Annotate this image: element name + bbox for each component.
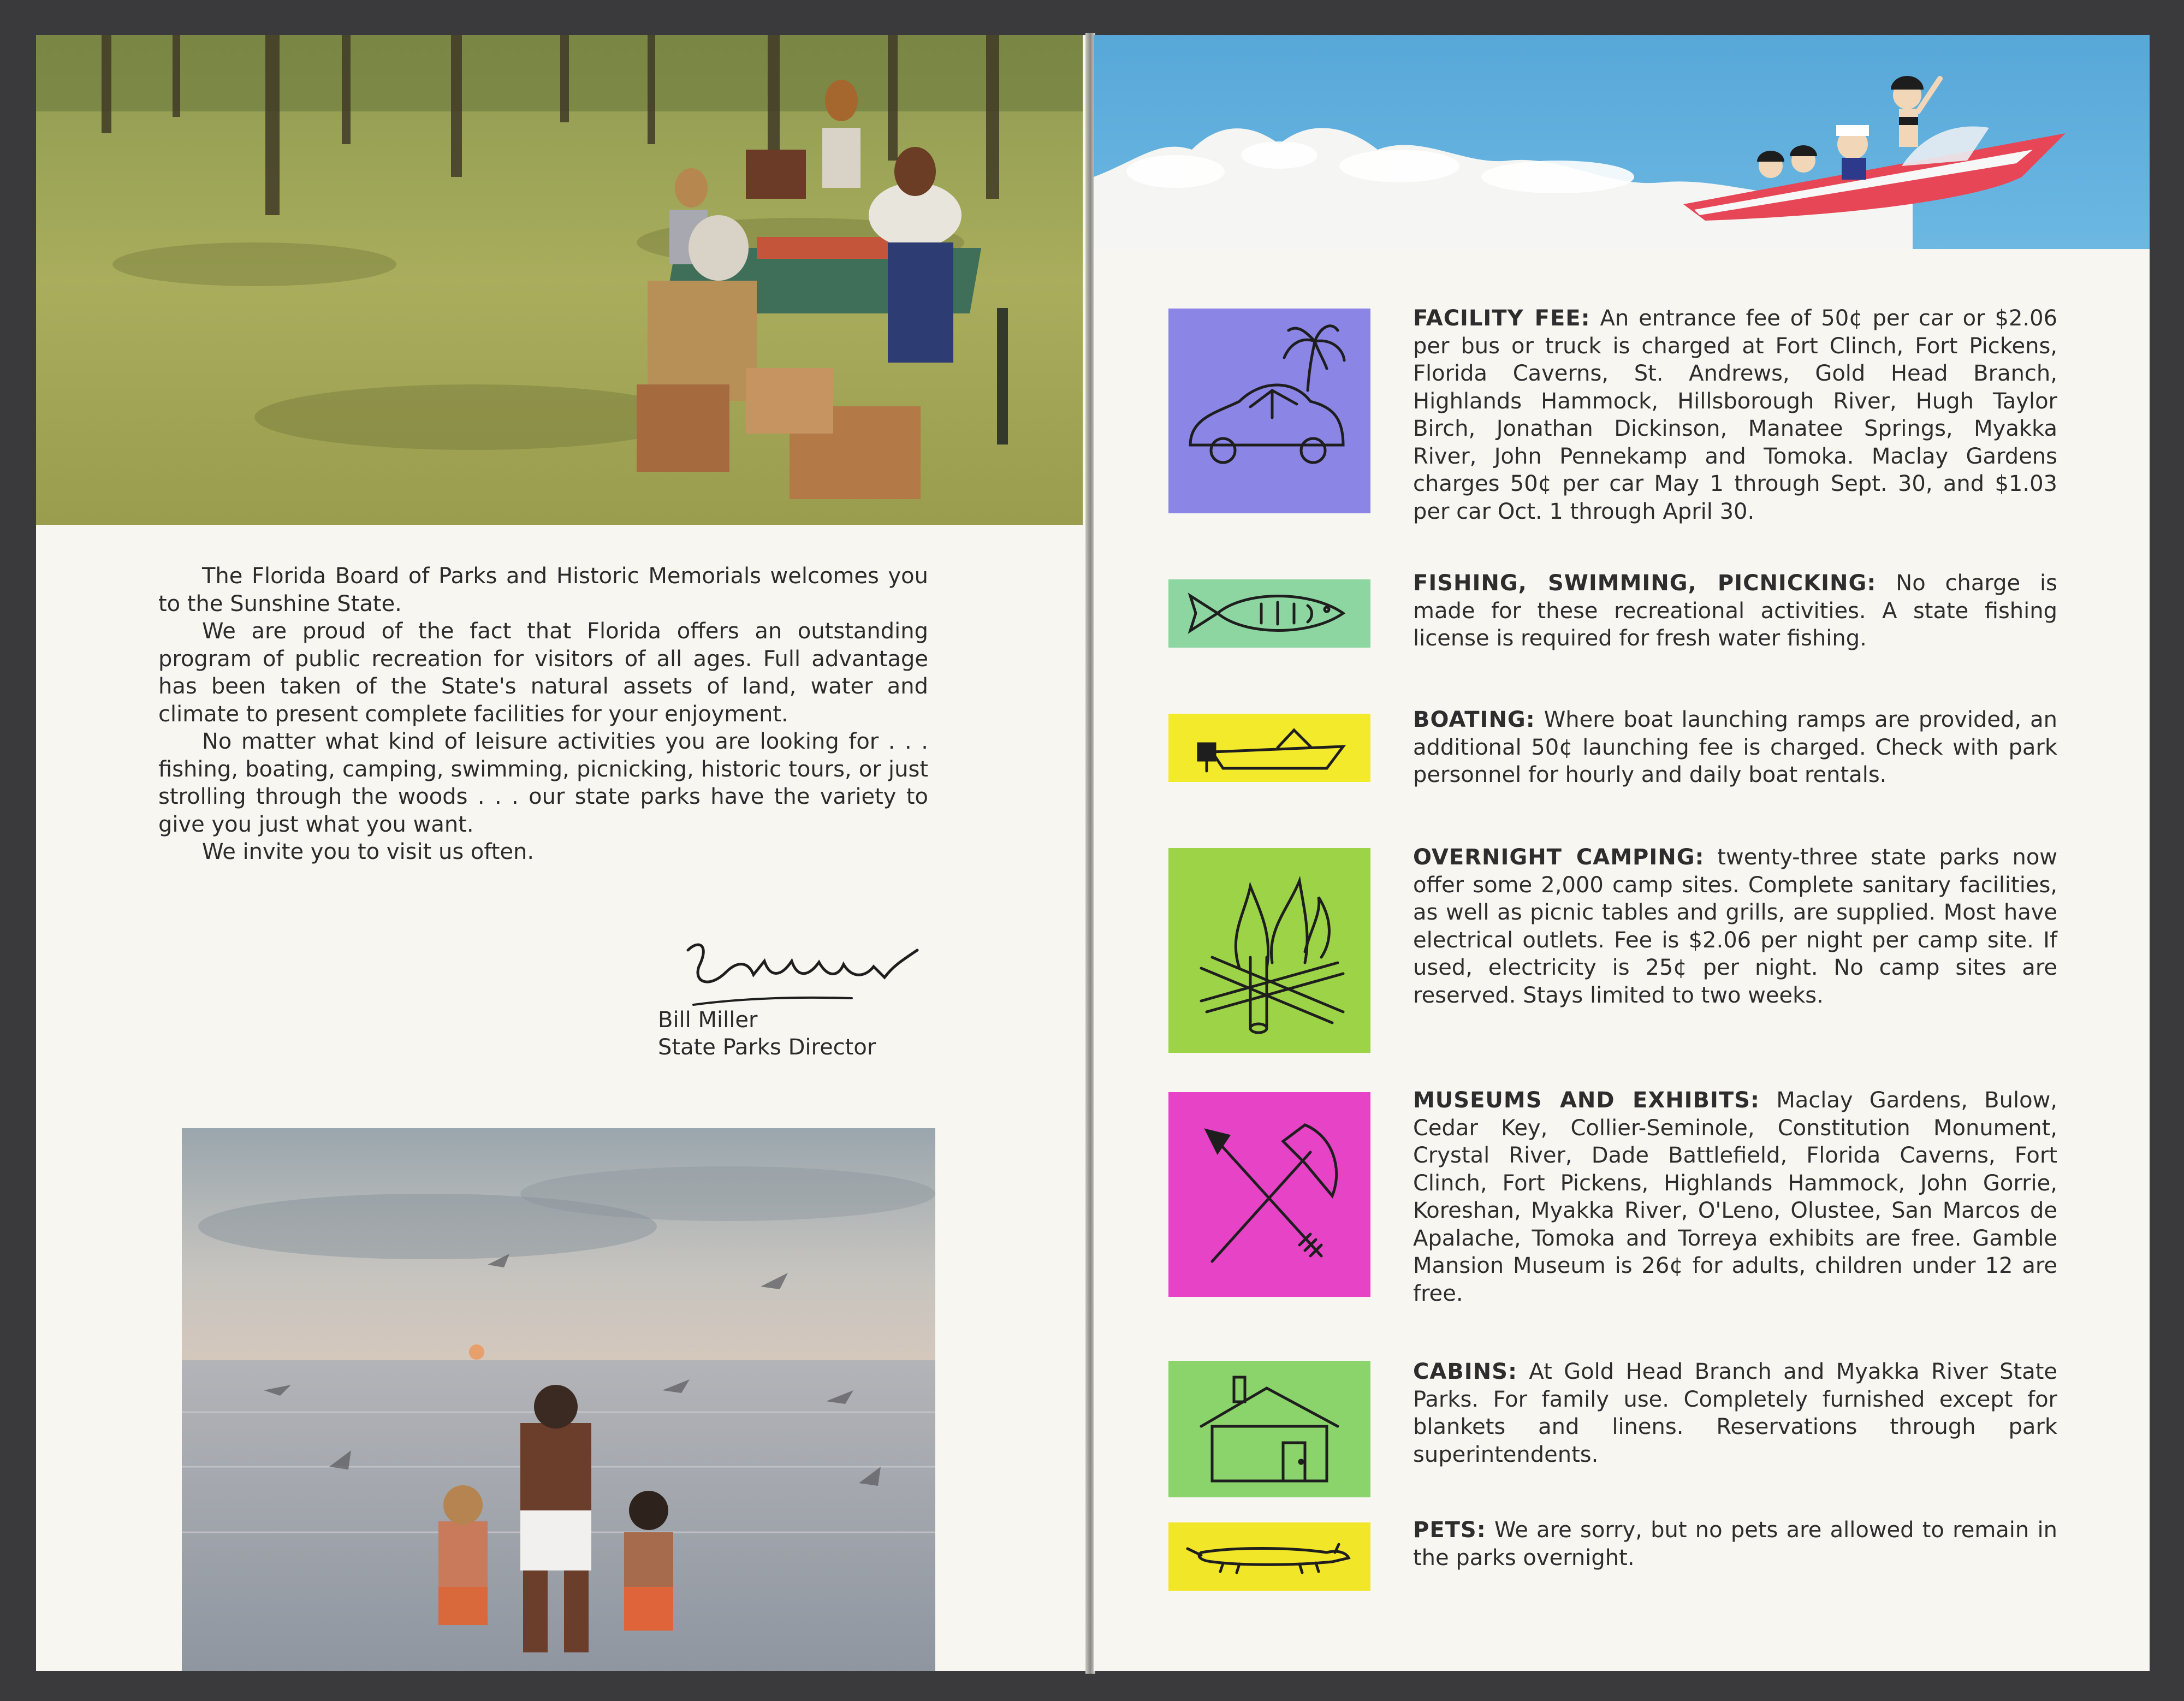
cabin-icon <box>1168 1361 1370 1497</box>
camping-entry <box>1413 844 2057 1009</box>
fish-icon <box>1168 579 1370 648</box>
entry-heading: MUSEUMS AND EXHIBITS: <box>1413 1088 1760 1113</box>
entry-heading: CABINS: <box>1413 1359 1517 1384</box>
car-palm-icon <box>1168 309 1370 513</box>
campfire-icon <box>1168 848 1370 1053</box>
facility-fee-entry <box>1413 305 2057 525</box>
beach-photo <box>182 1128 935 1671</box>
welcome-paragraph: We invite you to visit us often. <box>202 839 535 864</box>
entry-heading: FISHING, SWIMMING, PICNICKING: <box>1413 571 1877 596</box>
cabins-entry <box>1413 1358 2057 1468</box>
welcome-paragraph: No matter what kind of leisure activities you are looking for . . . fishing, boating, camping, swimming, picnicking, historic tours, or just strolling through the woods . . . our state parks have the variety to give you just what you want. <box>158 729 928 837</box>
picnic-scene <box>36 35 1083 525</box>
entry-heading: BOATING: <box>1413 707 1535 732</box>
entry-body: Where boat launching ramps are provided, an additional 50¢ launching fee is charged. Check with park personnel for hourly and daily boat rentals. <box>1413 707 2057 787</box>
entry-body: We are sorry, but no pets are allowed to remain in the parks overnight. <box>1413 1518 2057 1570</box>
arrow-tomahawk-icon <box>1168 1092 1370 1297</box>
entry-body: Maclay Gardens, Bulow, Cedar Key, Collier-Seminole, Constitution Monument, Crystal River, Dade Battlefield, Florida Caverns, Fort Clinch, Fort Pickens, Highlands Hammock, John Gorrie, Koreshan, Myakka River, O'Leno, Olustee, San Marcos de Apalache, Tomoka and Torreya exhibits are free. Gamble Mansion Museum is 26¢ for adults, children under 12 are free. <box>1413 1088 2057 1306</box>
boating-entry <box>1413 706 2057 789</box>
signature-title: State Parks Director <box>658 1035 876 1060</box>
signature-name: Bill Miller <box>658 1007 758 1033</box>
welcome-paragraph: We are proud of the fact that Florida offers an outstanding program of public recreation for visitors of all ages. Full advantage has been taken of the State's natural assets of land, water and climate to present complete facilities for your enjoyment. <box>158 619 928 727</box>
museums-entry <box>1413 1087 2057 1307</box>
entry-body: twenty-three state parks now offer some 2,000 camp sites. Complete sanitary facilities, as well as picnic tables and grills, are supplied. Most have electrical outlets. Fee is $2.06 per night per camp site. If used, electricity is 25¢ per night. No camp sites are reserved. Stays limited to two weeks. <box>1413 845 2058 1008</box>
speedboat-banner <box>1094 35 2150 249</box>
beach-scene <box>182 1128 935 1671</box>
entry-heading: FACILITY FEE: <box>1413 306 1590 331</box>
dog-icon <box>1168 1522 1370 1591</box>
speedboat-illustration <box>1094 35 2150 249</box>
pets-entry <box>1413 1516 2057 1572</box>
entry-body: No charge is made for these recreational activities. A state fishing license is required for fresh water fishing. <box>1413 571 2058 651</box>
boat-icon <box>1168 714 1370 782</box>
fishing-entry <box>1413 570 2057 653</box>
welcome-letter <box>158 562 928 866</box>
welcome-paragraph: The Florida Board of Parks and Historic Memorials welcomes you to the Sunshine State. <box>158 564 928 617</box>
signature-scrawl <box>677 928 928 1010</box>
entry-body: At Gold Head Branch and Myakka River State Parks. For family use. Completely furnished except for blankets and linens. Reservations through park superintendents. <box>1413 1359 2057 1467</box>
entry-body: An entrance fee of 50¢ per car or $2.06 per bus or truck is charged at Fort Clinch, Fort Pickens, Florida Caverns, St. Andrews, Gold Head Branch, Highlands Hammock, Hillsborough River, Hugh Taylor Birch, Jonathan Dickinson, Manatee Springs, Myakka River, John Pennekamp and Tomoka. Maclay Gardens charges 50¢ per car May 1 through Sept. 30, and $1.03 per car Oct. 1 through April 30. <box>1413 306 2058 524</box>
picnic-photo <box>36 35 1083 525</box>
entry-heading: OVERNIGHT CAMPING: <box>1413 845 1705 870</box>
entry-heading: PETS: <box>1413 1518 1486 1543</box>
